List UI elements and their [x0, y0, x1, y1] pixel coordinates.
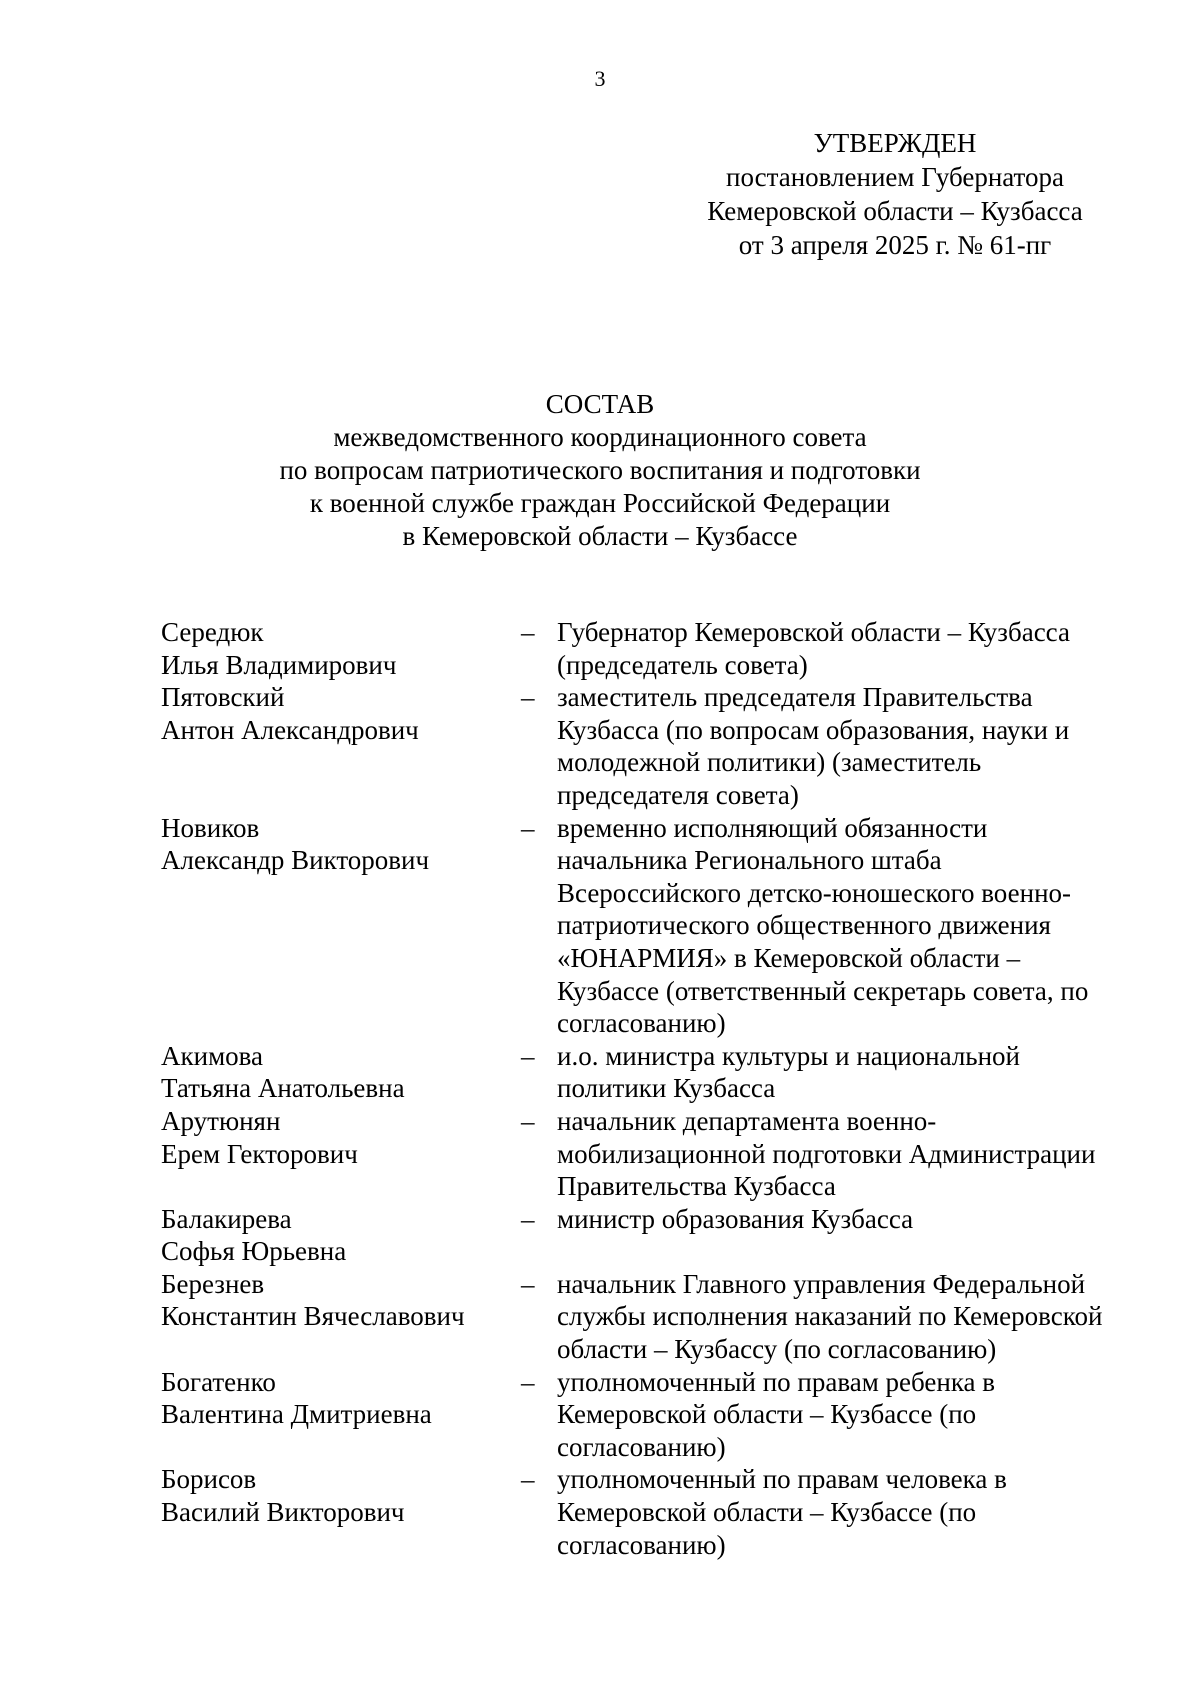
approval-line: постановлением Губернатора	[726, 162, 1064, 192]
member-name	[161, 1203, 521, 1268]
member-name-line: Середюк	[161, 617, 264, 647]
member-role-line: уполномоченный по правам ребенка в	[557, 1366, 996, 1397]
member-role-line: молодежной политики) (заместитель	[557, 747, 982, 778]
member-role-line: министр образования Кузбасса	[557, 1203, 914, 1234]
member-name-line: Пятовский	[161, 682, 285, 713]
member-name-line: Балакирева	[161, 1203, 292, 1234]
member-row	[161, 1105, 1141, 1203]
member-name-line: Богатенко	[161, 1366, 276, 1397]
approval-line: Кемеровской области – Кузбасса	[707, 196, 1083, 226]
member-dash: –	[521, 812, 535, 843]
title-line: в Кемеровской области – Кузбассе	[402, 521, 798, 551]
member-dash: –	[521, 1040, 535, 1071]
member-name	[161, 616, 521, 681]
member-row	[161, 1040, 1141, 1105]
member-role-line: Кузбасса (по вопросам образования, науки и	[557, 714, 1070, 745]
member-role-line: заместитель председателя Правительства	[557, 682, 1033, 713]
member-role-line: согласованию)	[557, 1008, 726, 1039]
member-role-line: уполномоченный по правам человека в	[557, 1464, 1007, 1495]
member-role-line: начальник департамента военно-	[557, 1105, 937, 1136]
member-name-line: Василий Викторович	[161, 1497, 405, 1528]
member-dash: –	[521, 1464, 535, 1495]
member-dash: –	[521, 1268, 535, 1299]
approval-line: УТВЕРЖДЕН	[813, 128, 977, 158]
member-name-line: Валентина Дмитриевна	[161, 1399, 432, 1430]
member-dash: –	[521, 617, 535, 647]
member-role-line: Всероссийского детско-юношеского военно-	[557, 877, 1072, 908]
member-role	[557, 681, 1137, 811]
member-role-line: Губернатор Кемеровской области – Кузбасса	[557, 617, 1070, 647]
member-role	[557, 1268, 1137, 1366]
member-role-line: патриотического общественного движения	[557, 910, 1051, 941]
member-role-line: Кузбассе (ответственный секретарь совета, по	[557, 975, 1089, 1006]
member-dash: –	[521, 1105, 535, 1136]
title-line: межведомственного координационного совета	[333, 422, 867, 452]
member-name-line: Александр Викторович	[161, 845, 430, 876]
approval-stamp	[660, 126, 1130, 262]
approval-line: от 3 апреля 2025 г. № 61-пг	[738, 230, 1052, 260]
member-name	[161, 1040, 521, 1105]
member-role-line: Правительства Кузбасса	[557, 1171, 836, 1202]
member-role-line: начальник Главного управления Федеральной	[557, 1268, 1086, 1299]
member-dash: –	[521, 1366, 535, 1397]
title-heading: СОСТАВ	[545, 389, 655, 419]
member-name-line: Софья Юрьевна	[161, 1236, 347, 1267]
member-role-line: начальника Регионального штаба	[557, 845, 942, 876]
member-row	[161, 1366, 1141, 1464]
member-role-line: согласованию)	[557, 1529, 726, 1560]
member-name	[161, 1105, 521, 1170]
member-role	[557, 812, 1137, 1040]
member-name	[161, 1463, 521, 1528]
member-name-line: Ерем Гекторович	[161, 1138, 358, 1169]
member-role-line: временно исполняющий обязанности	[557, 812, 988, 843]
member-row	[161, 1268, 1141, 1366]
member-role-line: службы исполнения наказаний по Кемеровской	[557, 1301, 1103, 1332]
member-role-line: согласованию)	[557, 1431, 726, 1462]
member-row	[161, 681, 1141, 811]
member-role	[557, 1105, 1137, 1203]
member-role-line: области – Кузбассу (по согласованию)	[557, 1334, 997, 1365]
member-role-line: Кемеровской области – Кузбассе (по	[557, 1399, 977, 1430]
member-role-line: (председатель совета)	[557, 649, 808, 680]
member-role	[557, 1040, 1137, 1105]
member-role-line: «ЮНАРМИЯ» в Кемеровской области –	[557, 942, 1021, 973]
member-row	[161, 812, 1141, 1040]
member-name-line: Илья Владимирович	[161, 649, 397, 680]
member-row	[161, 1203, 1141, 1268]
member-role	[557, 1366, 1137, 1464]
member-name-line: Константин Вячеславович	[161, 1301, 465, 1332]
member-role	[557, 616, 1137, 681]
member-role-line: мобилизационной подготовки Администрации	[557, 1138, 1096, 1169]
member-role-line: политики Кузбасса	[557, 1073, 776, 1104]
member-dash: –	[521, 1203, 535, 1234]
member-name	[161, 812, 521, 877]
member-role	[557, 1463, 1137, 1561]
member-dash: –	[521, 682, 535, 713]
member-name-line: Новиков	[161, 812, 260, 843]
member-name-line: Антон Александрович	[161, 714, 419, 745]
member-name	[161, 1366, 521, 1431]
member-row	[161, 1463, 1141, 1561]
title-line: по вопросам патриотического воспитания и подготовки	[279, 455, 921, 485]
member-role-line: председателя совета)	[557, 779, 799, 810]
members-list	[161, 616, 1141, 1561]
member-name-line: Арутюнян	[161, 1105, 281, 1136]
member-name	[161, 681, 521, 746]
member-role	[557, 1203, 1137, 1236]
member-role-line: Кемеровской области – Кузбассе (по	[557, 1497, 977, 1528]
member-row	[161, 616, 1141, 681]
member-name-line: Борисов	[161, 1464, 257, 1495]
member-name	[161, 1268, 521, 1333]
document-title	[0, 388, 1200, 553]
member-name-line: Татьяна Анатольевна	[161, 1073, 405, 1104]
member-role-line: и.о. министра культуры и национальной	[557, 1040, 1021, 1071]
page-number: 3	[594, 66, 606, 91]
member-name-line: Березнев	[161, 1268, 265, 1299]
title-line: к военной службе граждан Российской Федерации	[309, 488, 891, 518]
member-name-line: Акимова	[161, 1040, 264, 1071]
